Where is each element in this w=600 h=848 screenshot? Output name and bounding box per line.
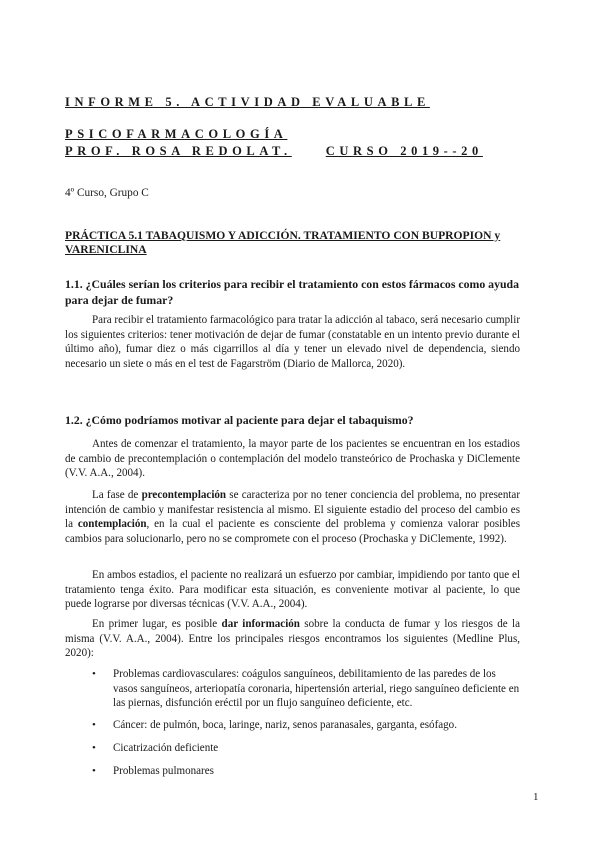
p2-text-a: La fase de [92, 489, 142, 501]
p4-text-c: sobre la conducta de fumar y los riesgos de la misma (V.V. A.A., 2004). Entre los principales riesgos encontramos los siguientes (Medline Plus, 2020): [65, 618, 521, 660]
risk-list-item [92, 764, 520, 779]
p2-text-e: , en la cual el paciente es consciente del problema y comienza valorar posibles cambios para solucionarlo, pero no se compromete con el proceso (Prochaska y DiClemente, 1992). [65, 518, 521, 546]
risk-list-item [92, 741, 520, 756]
report-title: INFORME 5. ACTIVIDAD EVALUABLE [65, 95, 430, 109]
bullet-icon: • [92, 765, 96, 777]
section2-paragraph-4 [65, 617, 520, 661]
section1-heading: 1.1. ¿Cuáles serían los criterios para recibir el tratamiento con estos fármacos como ayuda para dejar de fumar? [65, 277, 519, 307]
bullet-icon: • [92, 742, 96, 754]
bullet-icon: • [92, 668, 96, 680]
section2-paragraph-3: En ambos estadios, el paciente no realizará un esfuerzo por cambiar, impidiendo por tanto que el tratamiento tenga éxito. Para modificar esta situación, es conveniente motivar al paciente, lo que puede lograrse por diversas técnicas (V.V. A.A., 2004). [65, 569, 520, 611]
section2-paragraph-2 [65, 488, 520, 547]
precontemplation-term: precontemplación [141, 489, 227, 501]
practice-title: PRÁCTICA 5.1 TABAQUISMO Y ADICCIÓN. TRATAMIENTO CON BUPROPION y VARENICLINA [65, 229, 501, 256]
course-year: CURSO 2019--20 [325, 144, 483, 158]
risk-item-text: Problemas cardiovasculares: coágulos sanguíneos, debilitamiento de las paredes de los vasos sanguíneos, arteriopatía coronaria, hipertensión arterial, riego sanguíneo deficiente en las piernas, disfunción eréctil por un flujo sanguíneo deficiente, etc. [113, 668, 520, 710]
risk-item-text: Problemas pulmonares [113, 765, 214, 777]
risk-list-item [92, 667, 520, 711]
page-number: 1 [533, 791, 539, 803]
section2-paragraph-1: Antes de comenzar el tratamiento, la mayor parte de los pacientes se encuentran en los estadios de cambio de precontemplación o contemplación del modelo transteórico de Prochaska y DiClemente (V.V. A.A., 2004). [65, 438, 520, 480]
p2-text-c: se caracteriza por no tener conciencia del problema, no presentar intención de cambio y manifestar resistencia al mismo. El siguiente estadio del proceso del cambio es la [65, 489, 521, 531]
professor-line [65, 144, 483, 159]
course-group: 4º Curso, Grupo C [65, 187, 149, 199]
give-information-term: dar información [221, 618, 300, 630]
bullet-icon: • [92, 719, 96, 731]
risk-item-text: Cáncer: de pulmón, boca, laringe, nariz, senos paranasales, garganta, esófago. [113, 719, 457, 731]
risk-list-item [92, 718, 520, 733]
subject-title: PSICOFARMACOLOGÍA [65, 127, 288, 141]
section2-heading: 1.2. ¿Cómo podríamos motivar al paciente para dejar el tabaquismo? [65, 413, 414, 427]
contemplation-term: contemplación [77, 518, 147, 531]
section1-paragraph: Para recibir el tratamiento farmacológico para tratar la adicción al tabaco, será necesario cumplir los siguientes criterios: tener motivación de dejar de fumar (constatable en un intento previo durante el último año), fumar diez o más cigarrillos al día y tener un elevado nivel de dependencia, siendo necesario un siete o más en el test de Fagarström (Diario de Mallorca, 2020). [65, 314, 520, 371]
p4-text-a: En primer lugar, es posible [92, 618, 222, 630]
professor-name: PROF. ROSA REDOLAT. [65, 144, 292, 158]
risk-item-text: Cicatrización deficiente [113, 742, 219, 754]
